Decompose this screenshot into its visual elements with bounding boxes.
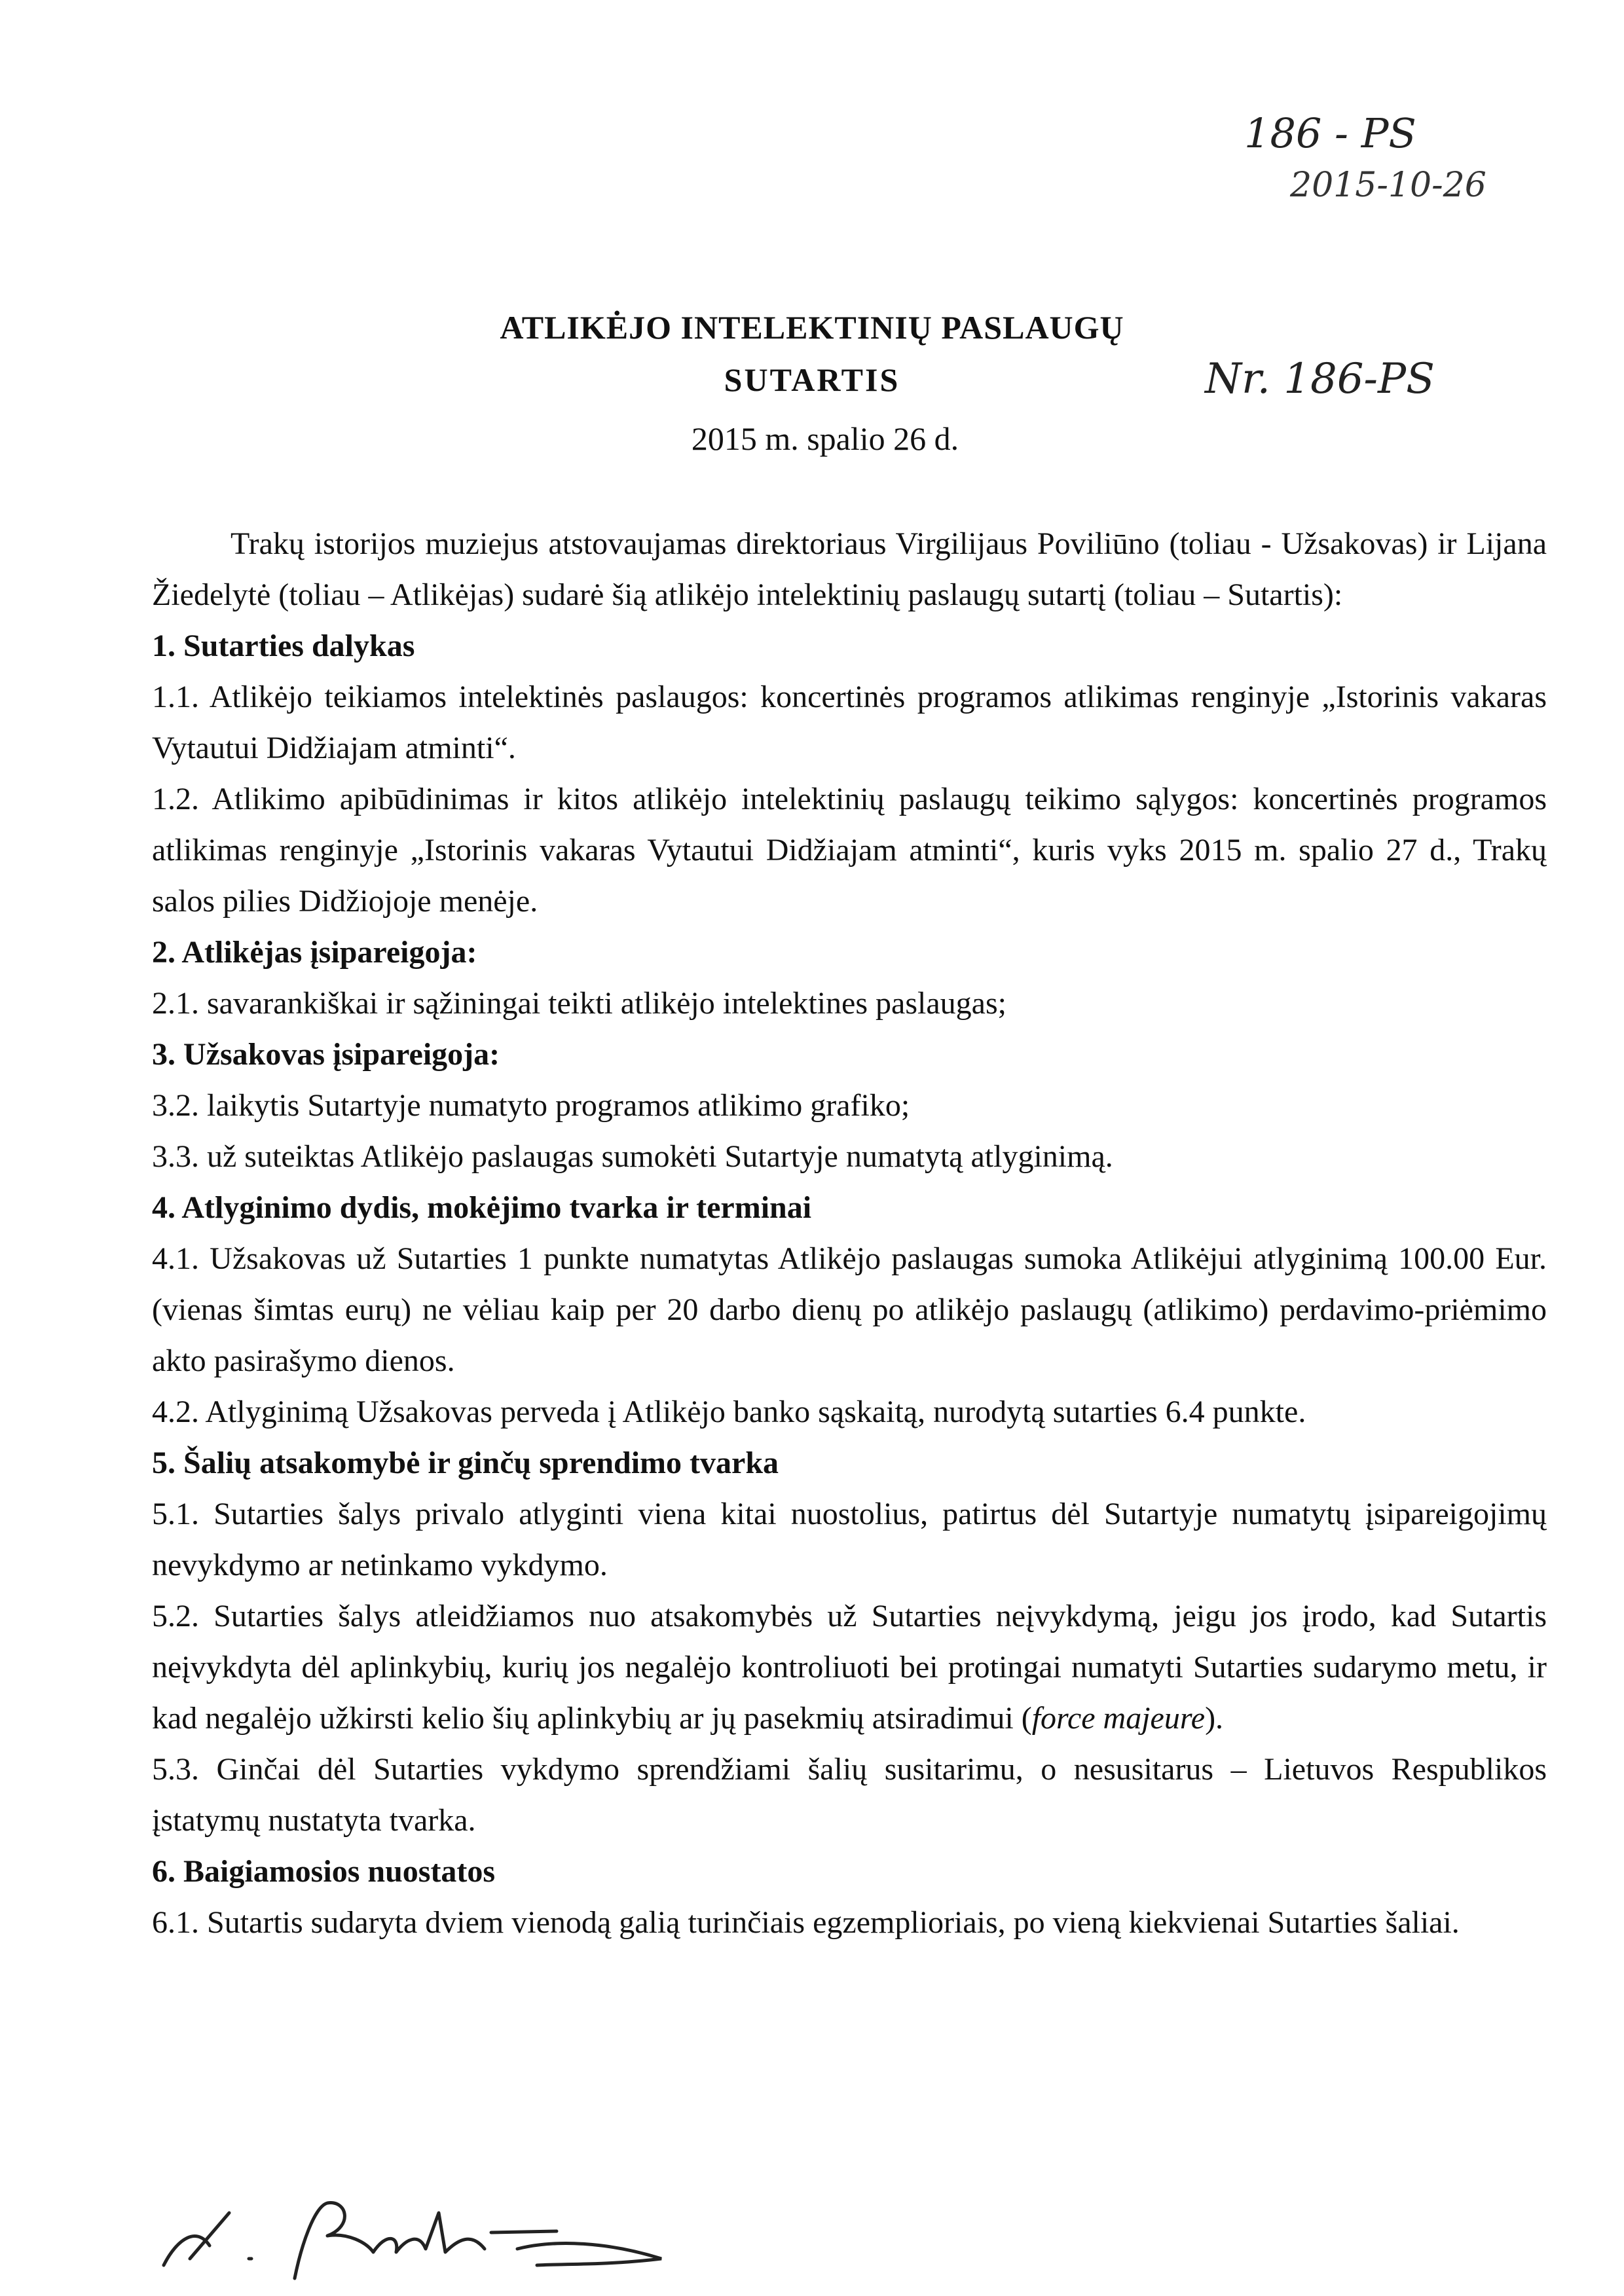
clause-4-1: 4.1. Užsakovas už Sutarties 1 punkte numatytas Atlikėjo paslaugas sumoka Atlikėjui atlyginimą 100.00 Eur. (vienas šimtas eurų) ne vėliau kaip per 20 darbo dienų po atlikėjo paslaugų (atlikimo) perdavimo-priėmimo akto pasirašymo dienos. [152,1241,1547,1378]
registration-mark-drawing [1218,98,1519,210]
handwritten-registration-mark [1218,98,1519,210]
section-heading-6: 6. Baigiamosios nuostatos [152,1854,496,1889]
clause-2-1: 2.1. savarankiškai ir sąžiningai teikti atlikėjo intelektines paslaugas; [152,986,1006,1021]
document-title: ATLIKĖJO INTELEKTINIŲ PASLAUGŲ [500,309,1124,346]
section-heading-2: 2. Atlikėjas įsipareigoja: [152,935,477,970]
force-majeure-term: force majeure [1031,1701,1206,1736]
clause-6-1: 6.1. Sutartis sudaryta dviem vienodą galią turinčiais egzemplioriais, po vieną kiekvienai Sutarties šaliai. [152,1905,1460,1940]
registration-number-text: 186 - PS [1244,109,1416,157]
clause-3-3: 3.3. už suteiktas Atlikėjo paslaugas sumokėti Sutartyje numatytą atlyginimą. [152,1139,1113,1174]
clause-4-2: 4.2. Atlyginimą Užsakovas perveda į Atlikėjo banko sąskaitą, nurodytą sutarties 6.4 punkte. [152,1394,1306,1429]
clause-5-2: 5.2. Sutarties šalys atleidžiamos nuo atsakomybės už Sutarties neįvykdymą, jeigu jos įrodo, kad Sutartis neįvykdyta dėl aplinkybių, kurių jos negalėjo kontroliuoti bei protingai numatyti Sutarties sudarymo metu, ir kad negalėjo užkirsti kelio šių aplinkybių ar jų pasekmių atsiradimui (force majeure). [152,1599,1547,1736]
clause-1-1: 1.1. Atlikėjo teikiamos intelektinės paslaugos: koncertinės programos atlikimas renginyje „Istorinis vakaras Vytautui Didžiajam atminti“. [152,680,1547,765]
clause-5-3: 5.3. Ginčai dėl Sutarties vykdymo sprendžiami šalių susitarimu, o nesusitarus – Lietuvos Respublikos įstatymų nustatyta tvarka. [152,1752,1547,1838]
clause-3-2: 3.2. laikytis Sutartyje numatyto programos atlikimo grafiko; [152,1088,910,1123]
signature [151,2187,688,2291]
document-date: 2015 m. spalio 26 d. [691,420,959,457]
intro-paragraph: Trakų istorijos muziejus atstovaujamas direktoriaus Virgilijaus Poviliūno (toliau - Užsakovas) ir Lijana Žiedelytė (toliau – Atlikėjas) sudarė šią atlikėjo intelektinių paslaugų sutartį (toliau – Sutartis): [152,526,1547,612]
title-block [0,308,1624,458]
section-heading-3: 3. Užsakovas įsipareigoja: [152,1037,500,1072]
section-heading-5: 5. Šalių atsakomybė ir ginčų sprendimo tvarka [152,1446,779,1480]
document-body [152,519,1547,1948]
registration-date-text: 2015-10-26 [1290,166,1486,205]
section-heading-4: 4. Atlyginimo dydis, mokėjimo tvarka ir terminai [152,1190,812,1225]
document-subtitle: SUTARTIS [724,361,900,398]
clause-5-1: 5.1. Sutarties šalys privalo atlyginti viena kitai nuostolius, patirtus dėl Sutartyje numatytų įsipareigojimų nevykdymo ar netinkamo vykdymo. [152,1497,1547,1582]
clause-1-2: 1.2. Atlikimo apibūdinimas ir kitos atlikėjo intelektinių paslaugų teikimo sąlygos: koncertinės programos atlikimas renginyje „Istorinis vakaras Vytautui Didžiajam atminti“, kuris vyks 2015 m. spalio 27 d., Trakų salos pilies Didžiojoje menėje. [152,782,1547,919]
signature-drawing [151,2187,688,2291]
section-heading-1: 1. Sutarties dalykas [152,629,415,663]
contract-number-text: Nr. 186-PS [1205,355,1435,403]
